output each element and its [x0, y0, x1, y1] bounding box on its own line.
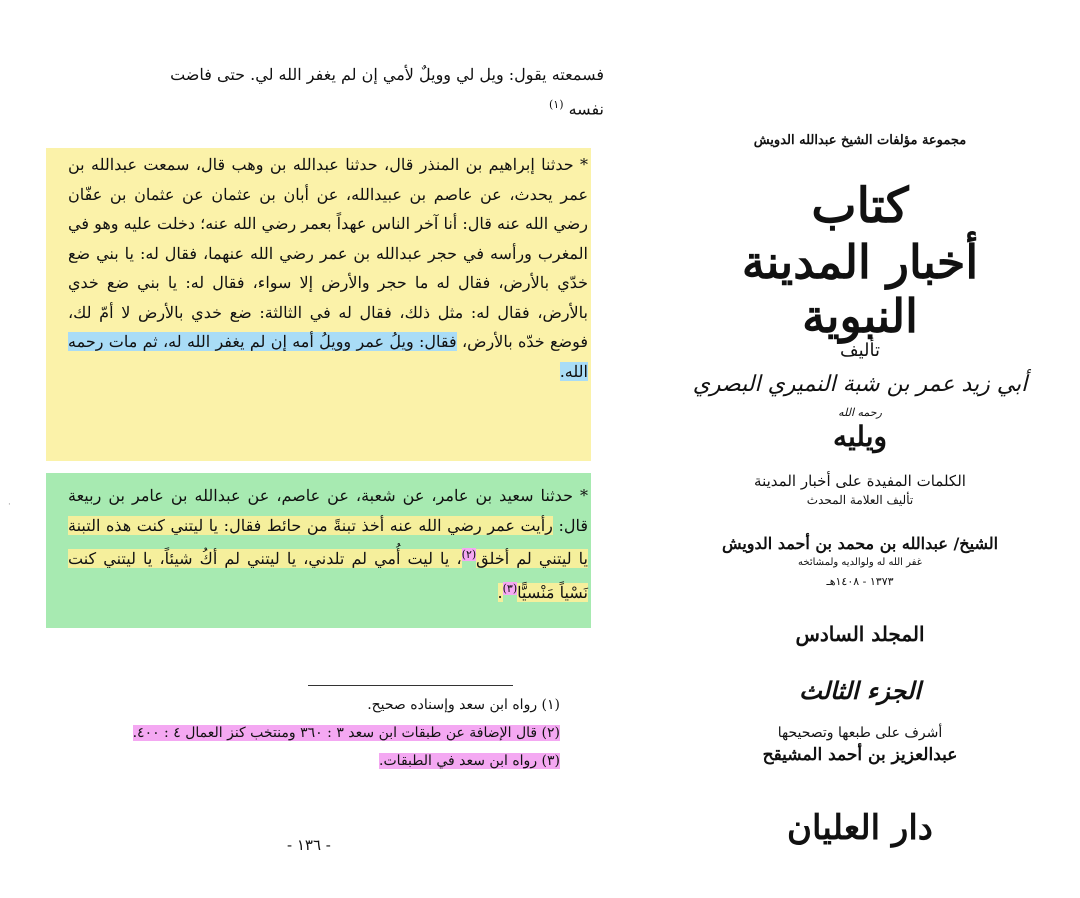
- footnote-ref-1: (١): [548, 98, 564, 111]
- hadith-2-yellow-highlight-a: رأيت عمر رضي الله عنه أخذ تبنةً من حائط فقال: يا ليتني كنت هذه التبنة يا ليتني لم أخلق: [68, 515, 588, 569]
- footnote-3: [379, 750, 560, 772]
- supplication-line: غفر الله له ولوالديه ولمشائخه: [798, 557, 922, 568]
- part-label: الجزء الثالث: [799, 676, 921, 705]
- left-book-page: [40, 0, 604, 898]
- right-title-page: [690, 0, 1060, 898]
- followed-by-label: ويليه: [832, 420, 888, 453]
- supervision-label: أشرف على طبعها وتصحيحها: [777, 725, 943, 741]
- book-title: أخبار المدينة النبوية: [741, 235, 979, 343]
- hadith-2-body: * حدثنا سعيد بن عامر، عن شعبة، عن عاصم، عن عبدالله بن عامر بن ربيعة قال:: [68, 486, 589, 535]
- kitab-heading: كتاب: [811, 178, 909, 234]
- footnote-3-highlight: (٣) رواه ابن سعد في الطبقات.: [379, 753, 560, 769]
- hadith-1-body: * حدثنا إبراهيم بن المنذر قال، حدثنا عبدالله بن وهب قال، سمعت عبدالله بن عمر يحدث، عن عاصم بن عبيدالله، عن أبان بن عثمان عن عثمان بن عفّان رضي الله عنه قال: أنا آخر الناس عهداً بعمر رضي الله عنه؛ دخلت عليه وهو في المغرب ورأسه في حجر عبدالله بن عمر رضي الله عنهما، فقال له: يا بني ضع خدّي بالأرض، فقال له ما حجر والأرض إلا سواء، فقال له: يا بني ضع خدي بالأرض، فقال له: مثل ذلك، فقال له في الثالثة: ضع خدي بالأرض لا أمّ لك، فوضع خدّه بالأرض،: [68, 155, 589, 351]
- footnote-2: [133, 722, 560, 744]
- lifespan-years: ١٣٧٣ - ١٤٠٨هـ: [826, 575, 894, 588]
- author-name-text: أبي زيد عمر بن شبة النميري البصري: [692, 372, 1028, 397]
- footnote-ref-3: (٣): [502, 581, 518, 595]
- series-title: مجموعة مؤلفات الشيخ عبدالله الدويش: [753, 133, 967, 148]
- author-name: [690, 372, 1030, 422]
- second-work-title: الكلمات المفيدة على أخبار المدينة: [754, 472, 966, 490]
- footnote-1: (١) رواه ابن سعد وإسناده صحيح.: [367, 697, 560, 713]
- hadith-2-text: * حدثنا سعيد بن عامر، عن شعبة، عن عاصم، عن عبدالله بن عامر بن ربيعة قال: رأيت عمر رضي الله عنه أخذ تبنةً من حائط فقال: يا ليتني كنت هذه التبنة يا ليتني لم أخلق$^{(٢)}$، يا ليت أُمي لم تلدني، يا ليتني لم أكُ شيئاً، يا ليتني كنت نَسْياً مَنْسيًّا$^{(٣)}$.: [68, 486, 589, 603]
- opening-line-2: نفسه: [568, 99, 604, 119]
- hadith-1-text: [68, 150, 588, 386]
- sheikh-name: الشيخ/ عبدالله بن محمد بن أحمد الدويش: [721, 534, 999, 553]
- opening-paragraph: [84, 60, 604, 124]
- second-work-author-label: تأليف العلامة المحدث: [806, 493, 914, 507]
- author-honorific: رحمه الله: [838, 406, 882, 419]
- publisher-logo: دار العليان: [787, 808, 933, 848]
- footnote-divider: [308, 685, 513, 686]
- editor-name: عبدالعزيز بن أحمد المشيقح: [762, 745, 958, 765]
- hadith-1-blue-highlight: فقال: ويلُ عمر وويلُ أمه إن لم يغفر الله له، ثم مات رحمه الله.: [68, 332, 588, 381]
- opening-line-1: فسمعته يقول: ويل لي وويلٌ لأمي إن لم يغفر الله لي. حتى فاضت: [170, 65, 604, 84]
- page-number: - ١٣٦ -: [287, 836, 331, 854]
- hadith-2-yellow-highlight-b: ، يا ليت أُمي لم تلدني، يا ليتني لم أكُ شيئاً، يا ليتني كنت نَسْياً مَنْسيًّا: [68, 549, 588, 603]
- footnote-ref-2: (٢): [461, 548, 477, 561]
- footnote-2-highlight: (٢) قال الإضافة عن طبقات ابن سعد ٣ : ٣٦٠ ومنتخب كنز العمال ٤ : ٤٠٠.: [132, 725, 560, 741]
- authored-by-label: تأليف: [839, 340, 881, 361]
- scan-speck: ·: [8, 500, 11, 510]
- volume-label: المجلد السادس: [795, 622, 925, 646]
